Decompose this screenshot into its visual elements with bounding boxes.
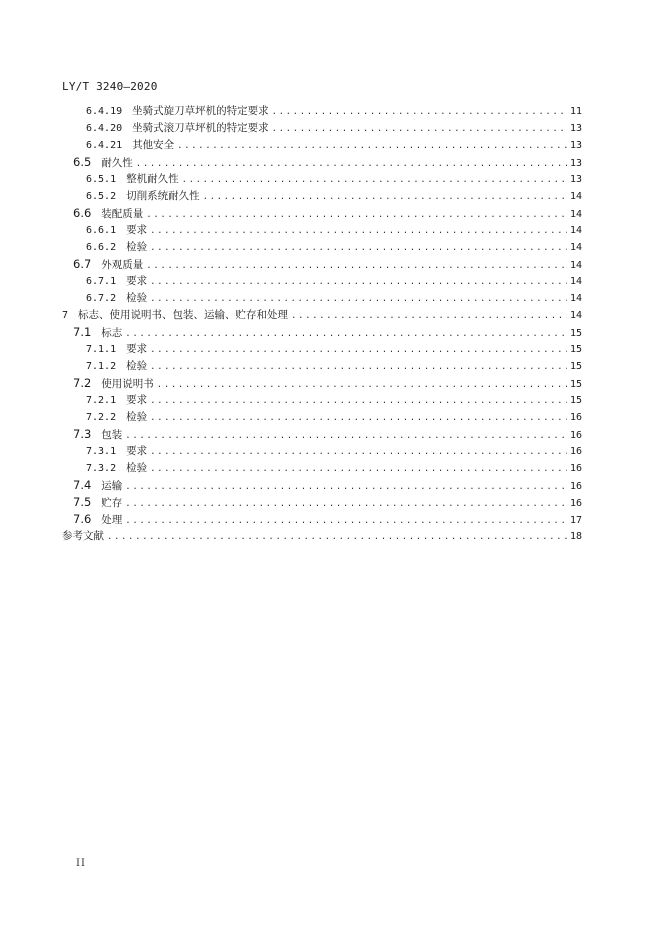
toc-entry-number: 7.1.2 [86,361,117,372]
toc-entry-title: 检验 [126,411,148,423]
toc-entry-title: 要求 [126,275,148,287]
toc-entry-number: 6.5.2 [86,191,117,202]
toc-entry[interactable] [62,409,582,426]
toc-entry-title: 切削系统耐久性 [126,190,200,202]
toc-entry-title: 要求 [126,445,148,457]
page-folio: II [76,858,86,869]
toc-page-number: 13 [569,158,582,169]
toc-entry-title: 贮存 [101,497,123,509]
toc-dot-leader [272,104,567,120]
toc-entry[interactable] [62,324,582,341]
toc-page-number: 14 [569,242,582,253]
toc-dot-leader [125,496,567,511]
toc-entry-number: 7.4 [73,478,92,492]
toc-entry-number: 6.4.21 [86,140,123,151]
toc-entry-title: 检验 [126,292,148,304]
toc-entry[interactable] [62,392,582,409]
toc-page-number: 15 [569,379,582,390]
toc-entry-title: 标志 [101,327,123,339]
toc-dot-leader [150,444,567,460]
toc-entry-number: 6.4.20 [86,123,123,134]
toc-entry-number: 7.3.1 [86,446,117,457]
toc-dot-leader [150,393,567,409]
toc-page-number: 17 [569,515,582,526]
toc-entry-number: 6.7.2 [86,293,117,304]
toc-entry-number: 6.4.19 [86,106,123,117]
toc-entry-number: 7.1 [73,325,92,339]
toc-page-number: 13 [569,140,582,151]
toc-entry[interactable] [62,511,582,528]
toc-dot-leader [136,156,567,171]
toc-entry-title: 耐久性 [101,157,133,169]
toc-page-number: 16 [569,498,582,509]
toc-entry-title: 检验 [126,462,148,474]
toc-entry-title: 坐骑式旋刀草坪机的特定要求 [132,105,269,117]
toc-entry-title: 检验 [126,241,148,253]
toc-entry-title: 要求 [126,343,148,355]
toc-entry-title: 要求 [126,394,148,406]
toc-entry-title: 其他安全 [132,139,175,151]
toc-entry[interactable] [62,426,582,443]
toc-dot-leader [177,138,567,154]
toc-entry[interactable] [62,256,582,273]
toc-entry-title: 检验 [126,360,148,372]
toc-dot-leader [150,223,567,239]
toc-dot-leader [150,291,567,307]
toc-page-number: 13 [569,174,582,185]
toc-entry[interactable] [62,154,582,171]
toc-entry-title: 标志、使用说明书、包装、运输、贮存和处理 [78,309,289,321]
toc-entry-title: 要求 [126,224,148,236]
toc-entry-number: 6.7.1 [86,276,117,287]
toc-dot-leader [146,258,567,273]
toc-dot-leader [203,189,567,205]
toc-page-number: 11 [569,106,582,117]
toc-entry[interactable] [62,222,582,239]
toc-entry-number: 6.6 [73,206,92,220]
toc-entry-title: 整机耐久性 [126,173,179,185]
toc-entry[interactable] [62,103,582,120]
toc-entry[interactable] [62,137,582,154]
toc-dot-leader [150,342,567,358]
toc-page-number: 14 [569,260,582,271]
toc-page-number: 16 [569,463,582,474]
toc-dot-leader [157,377,567,392]
toc-entry[interactable] [62,239,582,256]
toc-entry-title: 外观质量 [101,259,144,271]
toc-entry[interactable] [62,443,582,460]
toc-dot-leader [125,513,567,528]
toc-entry[interactable] [62,273,582,290]
toc-entry[interactable] [62,188,582,205]
toc-dot-leader [150,359,567,375]
toc-dot-leader [107,529,567,545]
toc-entry-number: 6.5.1 [86,174,117,185]
toc-dot-leader [125,326,567,341]
toc-entry-number: 7.5 [73,495,92,509]
toc-entry-number: 6.6.2 [86,242,117,253]
toc-page-number: 15 [569,395,582,406]
toc-page-number: 15 [569,328,582,339]
toc-entry-number: 7.6 [73,512,92,526]
toc-entry[interactable] [62,460,582,477]
toc-entry-number: 7.1.1 [86,344,117,355]
toc-entry[interactable] [62,341,582,358]
toc-entry-number: 6.5 [73,155,92,169]
toc-entry-number: 7.3 [73,427,92,441]
toc-entry[interactable] [62,290,582,307]
toc-page-number: 15 [569,344,582,355]
toc-entry-number: 7 [62,310,69,321]
toc-entry-number: 7.2 [73,376,92,390]
toc-entry-title: 使用说明书 [101,378,154,390]
toc-dot-leader [150,410,567,426]
toc-entry-title: 运输 [101,480,123,492]
toc-dot-leader [150,461,567,477]
toc-entry-title: 处理 [101,514,123,526]
toc-page-number: 13 [569,123,582,134]
standard-code-header: LY/T 3240—2020 [62,80,158,93]
toc-entry-title: 坐骑式滚刀草坪机的特定要求 [132,122,269,134]
toc-page-number: 14 [569,310,582,321]
toc-entry[interactable] [62,375,582,392]
toc-page-number: 14 [569,293,582,304]
toc-dot-leader [125,428,567,443]
toc-entry-number: 6.7 [73,257,92,271]
toc-page-number: 14 [569,191,582,202]
toc-entry-number: 7.2.1 [86,395,117,406]
toc-dot-leader [125,479,567,494]
toc-dot-leader [182,172,567,188]
toc-entry-title: 装配质量 [101,208,144,220]
toc-entry[interactable] [62,494,582,511]
toc-page-number: 15 [569,361,582,372]
toc-entry-number: 6.6.1 [86,225,117,236]
toc-entry-number: 7.2.2 [86,412,117,423]
toc-page-number: 14 [569,276,582,287]
toc-page-number: 16 [569,412,582,423]
toc-dot-leader [272,121,567,137]
toc-dot-leader [150,274,567,290]
toc-entry[interactable] [62,477,582,494]
toc-entry[interactable] [62,171,582,188]
toc-entry[interactable] [62,528,582,545]
toc-dot-leader [291,308,567,324]
toc-entry[interactable] [62,358,582,375]
toc-page-number: 18 [569,531,582,542]
toc-entry-title: 包装 [101,429,123,441]
toc-page-number: 14 [569,225,582,236]
toc-entry-title: 参考文献 [62,530,104,542]
toc-page-number: 16 [569,446,582,457]
table-of-contents [62,103,582,545]
toc-page-number: 16 [569,481,582,492]
toc-dot-leader [146,207,567,222]
toc-page-number: 14 [569,209,582,220]
toc-entry[interactable] [62,307,582,324]
toc-dot-leader [150,240,567,256]
toc-page-number: 16 [569,430,582,441]
toc-entry[interactable] [62,120,582,137]
toc-entry[interactable] [62,205,582,222]
toc-entry-number: 7.3.2 [86,463,117,474]
